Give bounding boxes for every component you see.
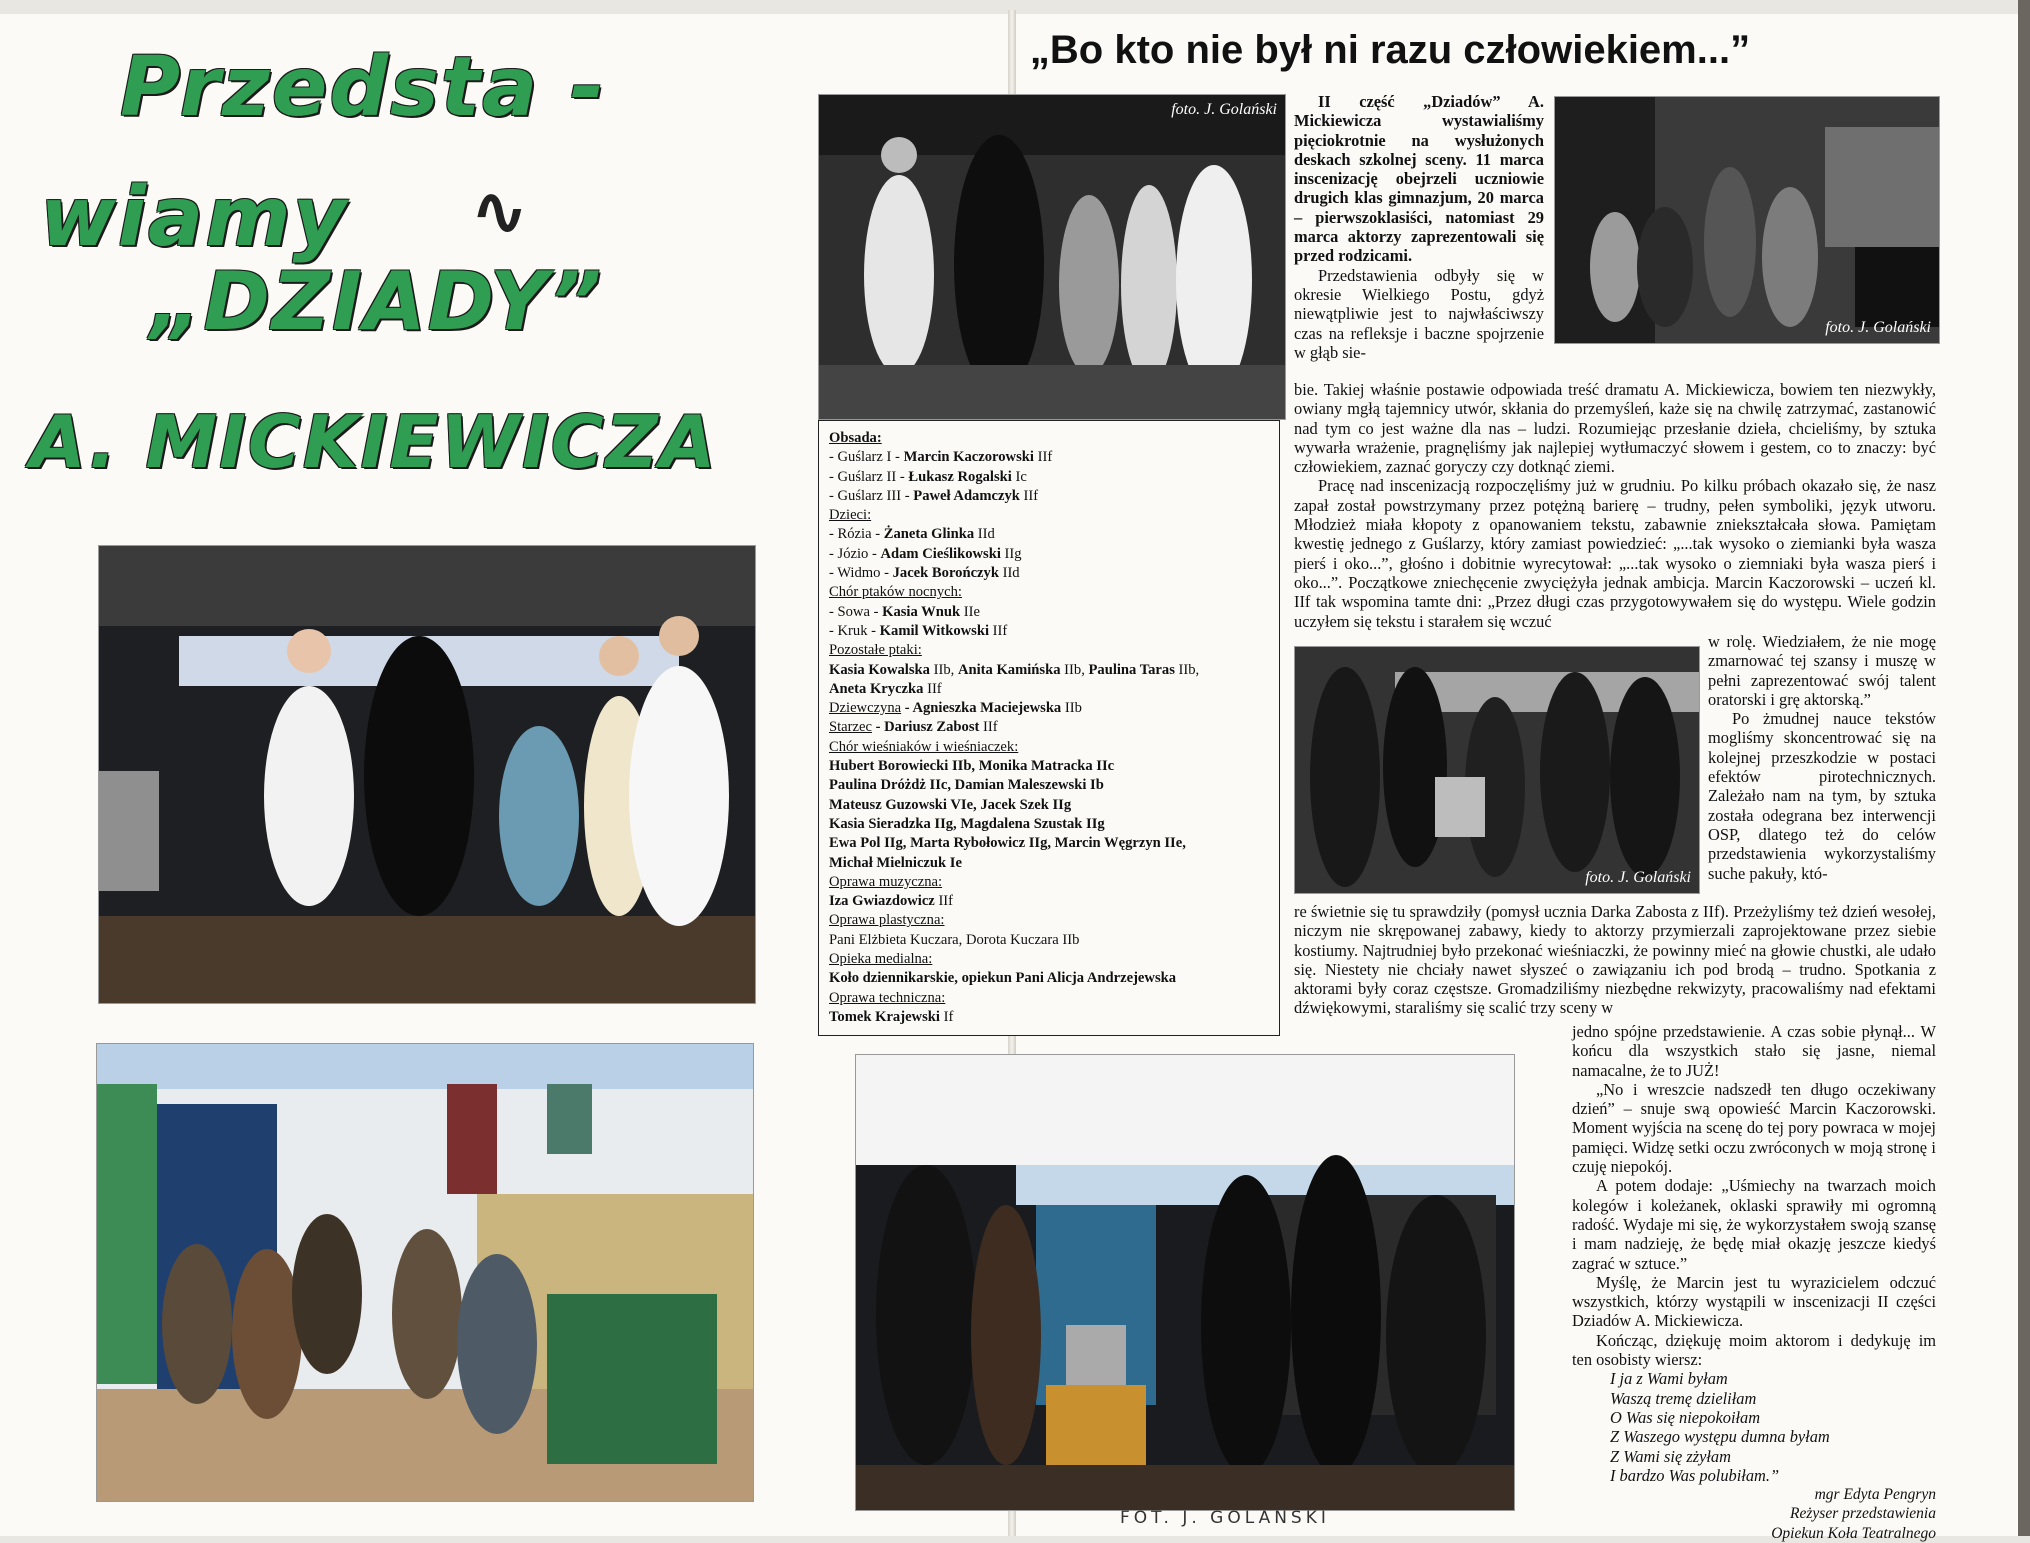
photo-credit-3: foto. J. Golański [1585,869,1691,886]
oprawa-plastyczna-heading: Oprawa plastyczna: [829,912,945,929]
dzieci-line-2: - Widmo - Jacek Borończyk IId [829,565,1020,582]
signature-role-1: Reżyser przedstawienia [1790,1505,1936,1523]
photo-bw-1 [818,94,1286,420]
paragraph-2b: w rolę. Wiedziałem, że nie mogę zmarnować tej szansy i muszę w pełni zaprezentować swój talent oratorski i grę aktorską.” [1708,632,1936,709]
ptaki-line-0: - Sowa - Kasia Wnuk IIe [829,603,980,620]
paragraph-6: Myślę, że Marcin jest tu wyrazicielem odczuć wszystkich, którzy wystąpili w inscenizacji II części Dziadów A. Mickiewicza. [1572,1272,1936,1331]
article-headline: „Bo kto nie był ni razu człowiekiem...” [1029,28,1751,72]
ptaki-line-1: - Kruk - Kamil Witkowski IIf [829,622,1008,639]
photo-stage-color-1 [98,545,756,1004]
poem-line-1: Waszą tremę dzieliłam [1610,1388,1757,1408]
paragraph-1a: Przedstawienia odbyły się w okresie Wielkiego Postu, gdyż niewątpliwie jest to najwłaściwszy czas na refleksje i baczne spojrzenie w głąb sie- [1294,265,1544,362]
dzieci-line-0: - Rózia - Żaneta Glinka IId [829,526,995,543]
paragraph-3a: Po żmudnej nauce tekstów mogliśmy skoncentrować się na kolejnej przeszkodzie w postaci efektów pirotechnicznych. Zależało nam na tym, by sztuka została odegrana bez interwencji OSP, dlatego też do celów przedstawienia wykorzystaliśmy suche pakuły, któ- [1708,709,1936,883]
chor-ptakow-heading: Chór ptaków nocnych: [829,584,962,601]
photo-credit-2: foto. J. Golański [1825,319,1931,336]
poem [1610,1369,1936,1485]
signature [1572,1485,1936,1543]
cast-heading: Obsada: [829,430,882,446]
chor-wiesniakow-heading: Chór wieśniaków i wieśniaczek: [829,738,1019,755]
page-edge [2018,0,2030,1536]
oprawa-plastyczna-line: Pani Elżbieta Kuczara, Dorota Kuczara IIb [829,931,1080,948]
footer-photo-credit: FOT. J. GOLAŃSKI [1120,1508,1330,1528]
paragraph-4: „No i wreszcie nadszedł ten długo oczekiwany dzień” – snuje swą opowieść Marcin Kaczorowski. Moment wyjścia na scenę do tej pory powraca w mojej pamięci. Widzę setki oczu zwróconych w moją stronę i czuję niepokój. [1572,1079,1936,1177]
oprawa-muzyczna-line: Iza Gwiazdowicz IIf [829,893,954,910]
photo-credit-1: foto. J. Golański [1171,101,1277,118]
dzieci-heading: Dzieci: [829,507,872,524]
cast-line-2: - Guślarz III - Paweł Adamczyk IIf [829,487,1039,504]
photo-bw-3 [1294,646,1700,894]
article-col-intro [1294,92,1544,362]
cast-list-box [818,420,1280,1036]
paragraph-5: A potem dodaje: „Uśmiechy na twarzach moich kolegów i koleżanek, oklaski sprawiły mi ogromną radość. Wydaje mi się, że wykorzystałem swoją szansę i mam nadzieję, że będę miał okazję jeszcze kiedyś zagrać w sztuce.” [1572,1176,1936,1273]
pozostale-heading: Pozostałe ptaki: [829,642,922,659]
intro-paragraph: II część „Dziadów” A. Mickiewicza wystawialiśmy pięciokrotnie na wysłużonych deskach szkolnej sceny. 11 marca inscenizację obejrzeli uczniowie drugich klas gimnazjum, 20 marca – pierwszoklasiści, natomiast 29 marca aktorzy zaprezentowali się przed rodzicami. [1294,92,1544,266]
oprawa-techniczna-heading: Oprawa techniczna: [829,989,946,1006]
opieka-medialna-line: Koło dziennikarskie, opiekun Pani Alicja Andrzejewska [829,970,1177,987]
wiesniacy-line-1: Paulina Dróżdż IIc, Damian Maleszewski Ib [829,777,1104,794]
poem-line-4: Z Wami się zżyłam [1610,1446,1731,1466]
oprawa-muzyczna-heading: Oprawa muzyczna: [829,873,943,890]
photo-bw-2 [1554,96,1940,344]
wiesniacy-line-3: Kasia Sieradzka IIg, Magdalena Szustak IIg [829,815,1105,832]
title-line-4: A. MICKIEWICZA [30,400,718,484]
title-line-1: Przedsta - [120,40,606,135]
wiesniacy-line-0: Hubert Borowiecki IIb, Monika Matracka IIc [829,758,1115,775]
cast-line-1: - Guślarz II - Łukasz Rogalski Ic [829,468,1027,485]
article-full-2 [1294,902,1936,1018]
wiesniacy-line-5: Michał Mielniczuk Ie [829,854,962,871]
photo-stage-color-2 [96,1043,754,1502]
paragraph-3b: re świetnie się tu sprawdziły (pomysł ucznia Darka Zabosta z IIf). Przeżyliśmy też dzień wesołej, niczym nie skrępowanej zabawy, kiedy to aktorzy przymierzali zaprojektowane przez siebie kostiumy. Najtrudniej było przekonać wieśniaczki, że powinny mieć na głowie chustki, ale udało się. Niestety nie chciały nawet słyszeć o zawiązaniu ich pod brodą – trudno. Spotkania z aktorami były coraz częstsze. Gromadziliśmy niezbędne rekwizyty, pracowaliśmy nad efektami dźwiękowymi, staraliśmy się scalić trzy sceny w [1294,902,1936,1018]
photo-stage-color-3 [855,1054,1515,1511]
title-line-2: wiamy [40,170,349,265]
poem-line-3: Z Waszego występu dumna byłam [1610,1427,1830,1447]
opieka-medialna-heading: Opieka medialna: [829,951,933,968]
pozostale-line-1: Kasia Kowalska IIb, Anita Kamińska IIb, Paulina Taras IIb, [829,661,1200,678]
poem-line-0: I ja z Wami byłam [1610,1369,1728,1389]
paragraph-7: Kończąc, dziękuję moim aktorom i dedykuję im ten osobisty wiersz: [1572,1330,1936,1370]
paragraph-1b: bie. Takiej właśnie postawie odpowiada treść dramatu A. Mickiewicza, bowiem ten niezwykły, owiany mgłą tajemnicy utwór, skłania do przemyśleń, każe się na chwilę zatrzymać, zastanowić nad tym co jest ważne dla nas – ludzi. Rozumiejąc przesłanie dzieła, chcieliśmy, by sztuka wywarła wrażenie, pragnęliśmy jak najlepiej wytłumaczyć słowem i gestem, co to znaczy: być człowiekiem, zaznać goryczy czy dotknąć ziemi. [1294,380,1936,477]
article-col-narrow [1708,632,1936,883]
article-col-final [1572,1022,1936,1543]
dziewczyna-line: Dziewczyna - Agnieszka Maciejewska IIb [829,700,1082,717]
cast-line-0: - Guślarz I - Marcin Kaczorowski IIf [829,449,1053,466]
dzieci-line-1: - Józio - Adam Cieślikowski IIg [829,545,1022,562]
poem-line-5: I bardzo Was polubiłam.” [1610,1465,1780,1485]
paragraph-3c: jedno spójne przedstawienie. A czas sobie płynął... W końcu dla wszystkich stało się jasne, niemal namacalne, że to JUŻ! [1572,1022,1936,1080]
wiesniacy-line-4: Ewa Pol IIg, Marta Rybołowicz IIg, Marcin Węgrzyn IIe, [829,835,1186,852]
signature-name: mgr Edyta Pengryn [1814,1486,1936,1504]
wiesniacy-line-2: Mateusz Guzowski VIe, Jacek Szek IIg [829,796,1072,813]
paragraph-2: Pracę nad inscenizacją rozpoczęliśmy już w grudniu. Po kilku próbach okazało się, że nasz zapał został powstrzymany przez potężną barierę – trudny, pełen symboliki, język utworu. Młodzież miała kłopoty z opanowaniem tekstu, zabawnie zniekształcała słowa. Pamiętam kwestię jednego z Guślarzy, który zamiast powiedzieć: „...tak wysoko o ziemianki była wasza pierś i oko...”, głośno i dobitnie wyrecytował: „...tak wysoko o ziemniaki była wasza pierś i oko...”. Początkowe zniechęcenie zwyciężyła jednak ambicja. Marcin Kaczorowski – uczeń kl. IIf tak wspomina tamte dni: „Przez długi czas przygotowywałem się do występu. Wiele godzin uczyłem się tekstu i starałem się wczuć [1294,476,1936,631]
poem-line-2: O Was się niepokoiłam [1610,1407,1761,1427]
signature-role-2: Opiekun Koła Teatralnego [1771,1524,1936,1542]
article-full-1 [1294,380,1936,631]
oprawa-techniczna-line: Tomek Krajewski If [829,1008,954,1025]
pozostale-line-2: Aneta Kryczka IIf [829,680,942,697]
starzec-line: Starzec - Dariusz Zabost IIf [829,719,998,736]
title-line-3: „DZIADY” [150,255,604,348]
decorative-swirl: ∿ [470,170,529,252]
